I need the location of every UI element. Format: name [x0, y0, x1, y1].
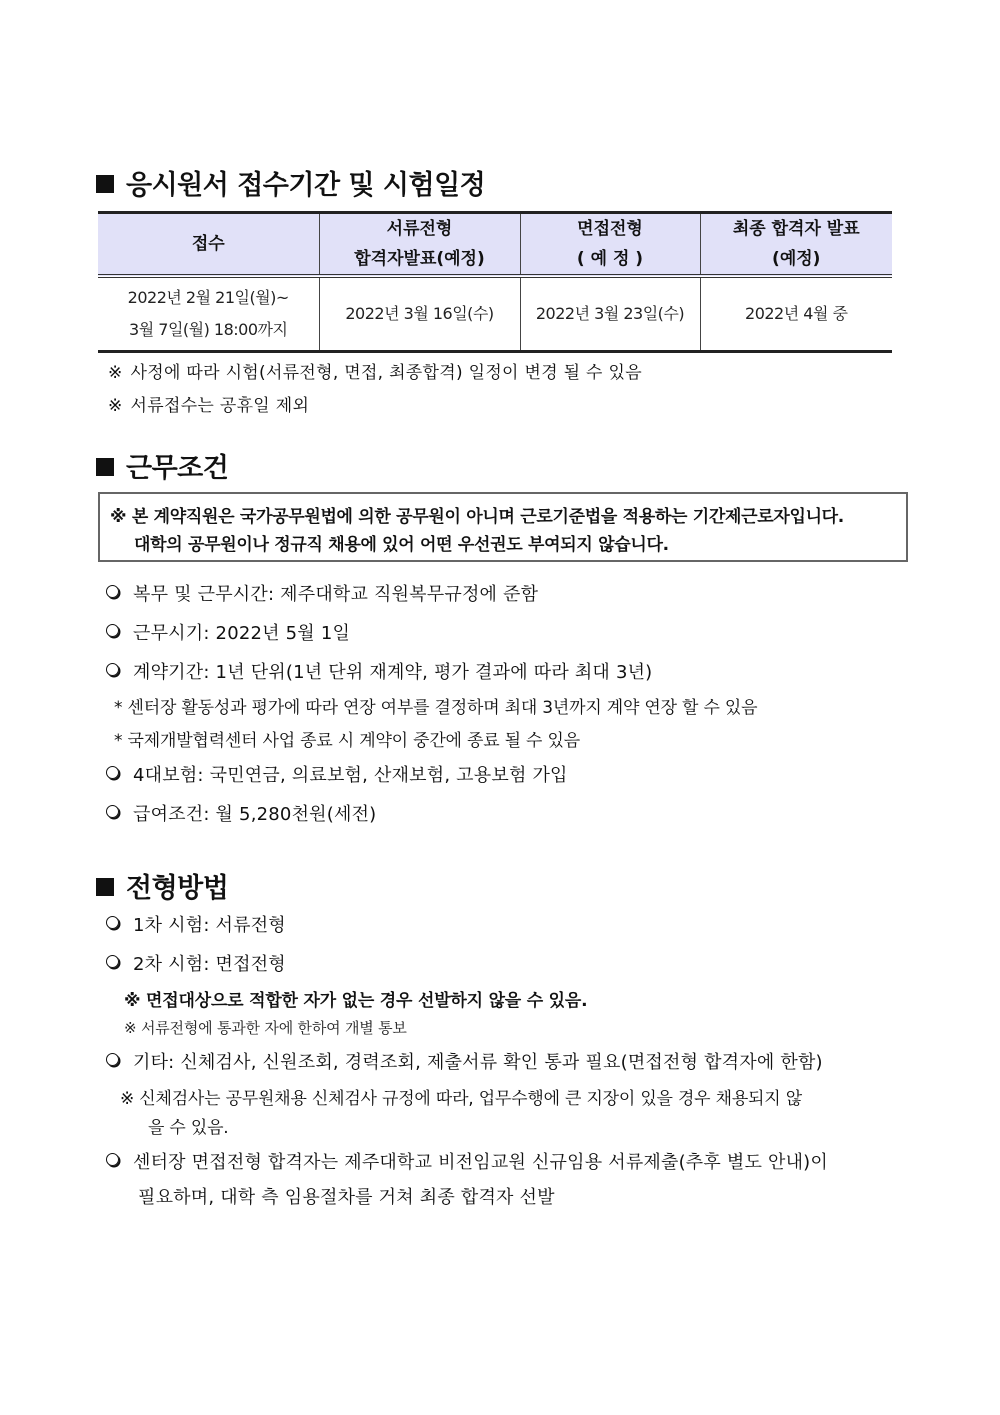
reference-mark-icon: ※ — [124, 1019, 137, 1037]
reference-mark-icon: ※ — [120, 1089, 135, 1109]
header-text: ( 예 정 ) — [576, 249, 644, 269]
cell-interview-date — [520, 276, 700, 352]
item-text: 2차 시험: 면접전형 — [133, 954, 286, 975]
subnote-early-termination — [114, 726, 580, 751]
subnote-text: 국제개발협력센터 사업 종료 시 계약이 중간에 종료 될 수 있음 — [127, 731, 580, 751]
header-text: 면접전형 — [577, 219, 643, 239]
header-cell-application — [98, 213, 319, 277]
subnote-text: 신체검사는 공무원채용 신체검사 규정에 따라, 업무수행에 큰 지장이 있을 경우 채용되지 않 — [139, 1089, 802, 1109]
notice-line-1 — [110, 502, 844, 527]
cell-text: 2022년 2월 21일(월)~ — [127, 288, 289, 307]
contract-notice-box — [98, 492, 908, 562]
table-row — [98, 276, 892, 352]
circle-bullet-icon — [106, 766, 119, 779]
reference-mark-icon: ※ — [108, 396, 123, 416]
circle-bullet-icon — [106, 663, 119, 676]
item-text: 급여조건: 월 5,280천원(세전) — [133, 804, 377, 825]
circle-bullet-icon — [106, 916, 119, 929]
header-text: 서류전형 — [386, 219, 453, 239]
item-text: 계약기간: 1년 단위(1년 단위 재계약, 평가 결과에 따라 최대 3년) — [133, 662, 653, 683]
reference-mark-icon: ※ — [110, 507, 127, 527]
item-text: 근무시기: 2022년 5월 1일 — [133, 623, 351, 644]
circle-bullet-icon — [106, 805, 119, 818]
header-cell-final-announcement — [700, 213, 892, 277]
heading-text: 전형방법 — [126, 873, 229, 904]
circle-bullet-icon — [106, 585, 119, 598]
subnote-text: 면접대상으로 적합한 자가 없는 경우 선발하지 않을 수 있음. — [146, 991, 588, 1011]
header-text: 합격자발표(예정) — [354, 249, 485, 269]
circle-bullet-icon — [106, 1053, 119, 1066]
item-text: 복무 및 근무시간: 제주대학교 직원복무규정에 준함 — [133, 584, 539, 605]
asterisk-icon: * — [114, 698, 123, 718]
list-item-second-exam — [106, 950, 286, 976]
subnote-text: 센터장 활동성과 평가에 따라 연장 여부를 결정하며 최대 3년까지 계약 연장 할 수 있음 — [127, 698, 758, 718]
header-cell-document-screening — [319, 213, 520, 277]
subnote-individual-notice — [124, 1017, 407, 1038]
subnote-extension — [114, 693, 757, 718]
header-text: 접수 — [191, 234, 225, 254]
heading-text: 근무조건 — [126, 453, 229, 484]
reference-mark-icon: ※ — [124, 991, 141, 1011]
cell-text: 3월 7일(월) 18:00까지 — [129, 320, 288, 339]
subnote-text: 서류전형에 통과한 자에 한하여 개별 통보 — [140, 1019, 407, 1037]
circle-bullet-icon — [106, 955, 119, 968]
header-text: 최종 합격자 발표 — [732, 219, 860, 239]
header-cell-interview — [520, 213, 700, 277]
cell-document-result-date — [319, 276, 520, 352]
reference-mark-icon: ※ — [108, 363, 123, 383]
cell-final-date — [700, 276, 892, 352]
cell-text: 2022년 3월 16일(수) — [345, 304, 494, 323]
item-text: 4대보험: 국민연금, 의료보험, 산재보험, 고용보험 가입 — [133, 765, 568, 786]
list-item-first-exam — [106, 911, 286, 937]
list-item-service-hours — [106, 580, 538, 606]
asterisk-icon: * — [114, 731, 123, 751]
item-text: 기타: 신체검사, 신원조회, 경력조회, 제출서류 확인 통과 필요(면접전형 합격자에 한함) — [133, 1052, 823, 1073]
list-item-director-appointment — [106, 1148, 828, 1174]
circle-bullet-icon — [106, 1153, 119, 1166]
list-item-director-appointment-continued: 필요하며, 대학 측 임용절차를 거쳐 최종 합격자 선발 — [138, 1187, 555, 1208]
subnote-medical-exam-continued: 을 수 있음. — [148, 1118, 229, 1138]
list-item-insurance — [106, 761, 568, 787]
subnote-no-suitable-candidate — [124, 986, 587, 1011]
list-item-start-date — [106, 619, 350, 645]
section-heading-schedule — [96, 163, 485, 202]
list-item-other-checks — [106, 1048, 823, 1074]
subnote-medical-exam — [120, 1084, 802, 1109]
section-heading-selection-method — [96, 866, 228, 905]
section-heading-work-conditions — [96, 446, 228, 485]
heading-text: 응시원서 접수기간 및 시험일정 — [126, 170, 486, 201]
notice-line-2: 대학의 공무원이나 정규직 채용에 있어 어떤 우선권도 부여되지 않습니다. — [134, 535, 669, 555]
header-text: (예정) — [772, 249, 821, 269]
square-bullet-icon — [96, 458, 114, 476]
square-bullet-icon — [96, 175, 114, 193]
table-header-row — [98, 213, 892, 277]
schedule-table — [98, 211, 892, 353]
circle-bullet-icon — [106, 624, 119, 637]
cell-application-period — [98, 276, 319, 352]
item-text: 1차 시험: 서류전형 — [133, 915, 286, 936]
cell-text: 2022년 4월 중 — [745, 304, 848, 323]
item-text: 센터장 면접전형 합격자는 제주대학교 비전임교원 신규임용 서류제출(추후 별도 안내)이 — [133, 1152, 828, 1173]
list-item-salary — [106, 800, 376, 826]
cell-text: 2022년 3월 23일(수) — [535, 304, 685, 323]
note-text: 사정에 따라 시험(서류전형, 면접, 최종합격) 일정이 변경 될 수 있음 — [130, 363, 642, 383]
note-holiday-exclusion — [108, 391, 309, 416]
note-text: 서류접수는 공휴일 제외 — [130, 396, 310, 416]
square-bullet-icon — [96, 878, 114, 896]
list-item-contract-period — [106, 658, 652, 684]
notice-text: 본 계약직원은 국가공무원법에 의한 공무원이 아니며 근로기준법을 적용하는 기간제근로자입니다. — [131, 507, 844, 527]
note-schedule-change — [108, 358, 642, 383]
